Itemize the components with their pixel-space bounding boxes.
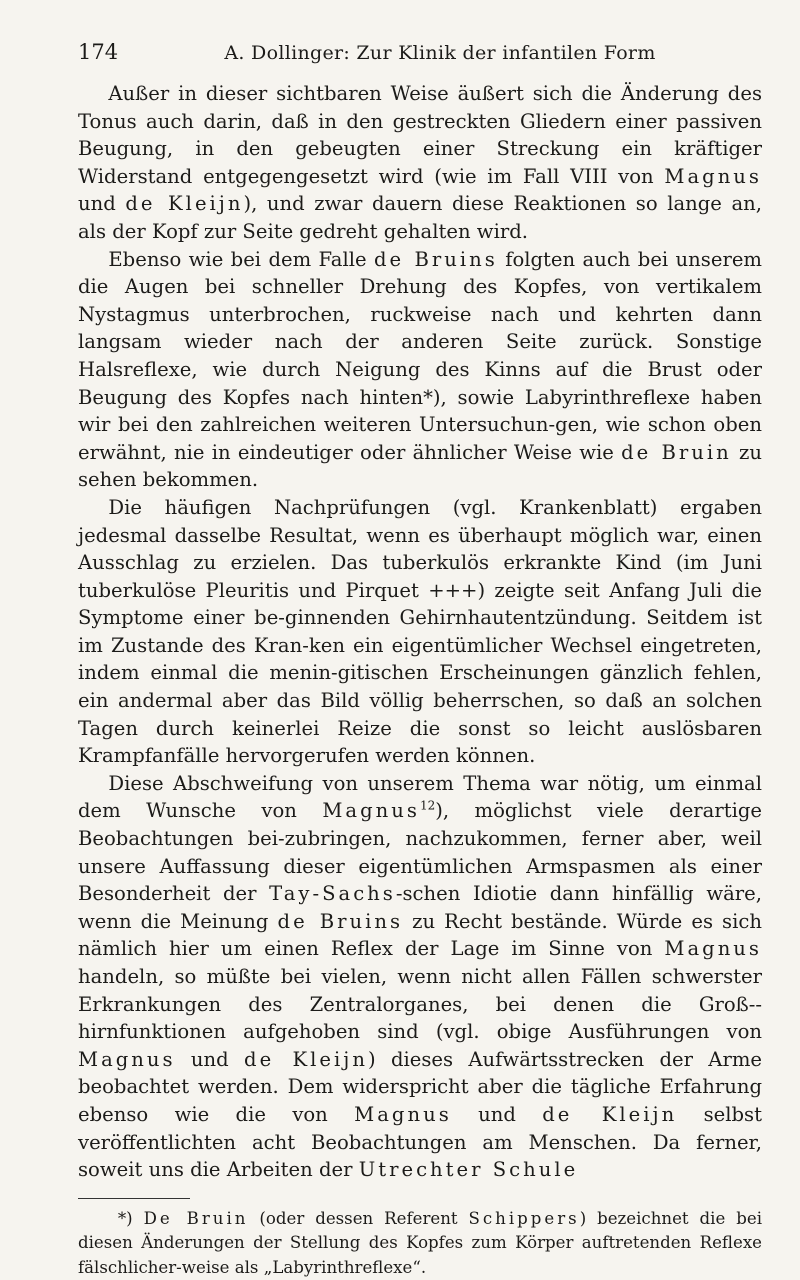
page-number: 174 bbox=[78, 40, 119, 64]
page-header bbox=[78, 40, 762, 80]
paragraph-4: Diese Abschweifung von unserem Thema war nötig, um einmal dem Wunsche von Magnus$^{12}$), möglichst viele derartige Beobachtungen bei-zubringen, nachzukommen, ferner aber, weil unsere Auffassung dieser eigentümlichen Armspasmen als einer Besonderheit der Tay-Sachs-schen Idiotie dann hinfällig wäre, wenn die Meinung de Bruins zu Recht bestände. Würde es sich nämlich hier um einen Reflex der Lage im Sinne von Magnus handeln, so müßte bei vielen, wenn nicht allen Fällen schwerster Erkrankungen des Zentralorganes, bei denen die Groß-hirnfunktionen aufgehoben sind (vgl. obige Ausführungen von Magnus und de Kleijn) dieses Aufwärtsstrecken der Arme beobachtet werden. Dem widerspricht aber die tägliche Erfahrung ebenso wie die von Magnus und de Kleijn selbst veröffentlichten acht Beobachtungen am Menschen. Da ferner, soweit uns die Arbeiten der Utrechter Schule bbox=[78, 771, 762, 1182]
body-text bbox=[78, 80, 762, 1184]
footnote-text: *) De Bruin (oder dessen Referent Schippers) bezeichnet die bei diesen Änderungen der Stellung des Kopfes zum Körper auftretenden Reflexe fälschlicher-weise als „Labyrinthreflexe“. bbox=[78, 1208, 763, 1277]
running-title: A. Dollinger: Zur Klinik der infantilen Form bbox=[224, 42, 656, 64]
footnote bbox=[78, 1207, 762, 1280]
paragraph-1: Außer in dieser sichtbaren Weise äußert sich die Änderung des Tonus auch darin, daß in den gestreckten Gliedern einer passiven Beugung, in den gebeugten einer Streckung ein kräftiger Widerstand entgegengesetzt wird (wie im Fall VIII von Magnus und de Kleijn), und zwar dauern diese Reaktionen so lange an, als der Kopf zur Seite gedreht gehalten wird. bbox=[78, 82, 762, 243]
footnote-divider bbox=[78, 1198, 190, 1199]
book-page bbox=[78, 40, 762, 1280]
paragraph-3: Die häufigen Nachprüfungen (vgl. Krankenblatt) ergaben jedesmal dasselbe Resultat, wenn es überhaupt möglich war, einen Ausschlag zu erzielen. Das tuberkulös erkrankte Kind (im Juni tuberkulöse Pleuritis und Pirquet +++) zeigte seit Anfang Juli die Symptome einer be-ginnenden Gehirnhautentzündung. Seitdem ist im Zustande des Kran-ken ein eigentümlicher Wechsel eingetreten, indem einmal die menin-gitischen Erscheinungen gänzlich fehlen, ein andermal aber das Bild völlig beherrschen, so daß an solchen Tagen durch keinerlei Reize die sonst so leicht auslösbaren Krampfanfälle hervorgerufen werden können. bbox=[78, 495, 762, 768]
paragraph-2: Ebenso wie bei dem Falle de Bruins folgten auch bei unserem die Augen bei schneller Drehung des Kopfes, von vertikalem Nystagmus unterbrochen, ruckweise nach und kehrten dann langsam wieder nach der anderen Seite zurück. Sonstige Halsreflexe, wie durch Neigung des Kinns auf die Brust oder Beugung des Kopfes nach hinten*), sowie Labyrinthreflexe haben wir bei den zahlreichen weiteren Untersuchun-gen, wie schon oben erwähnt, nie in eindeutiger oder ähnlicher Weise wie de Bruin zu sehen bekommen. bbox=[78, 247, 762, 492]
reference-12: 12 bbox=[419, 798, 436, 813]
